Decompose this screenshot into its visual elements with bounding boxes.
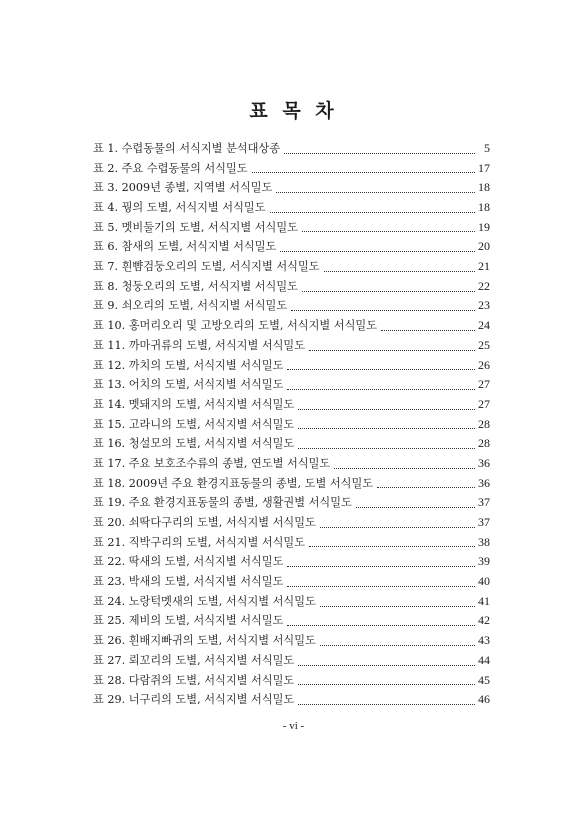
toc-dot-leader (324, 271, 475, 272)
toc-entry-label: 표 17. (93, 456, 126, 470)
toc-entry-page: 19 (478, 219, 490, 234)
table-of-contents (93, 139, 490, 710)
toc-entry-page: 36 (478, 455, 490, 470)
toc-entry[interactable] (93, 139, 490, 159)
toc-entry-title: 홍머리오리 및 고방오리의 도별, 서식지별 서식밀도 (128, 319, 378, 333)
toc-entry-title: 쇠딱다구리의 도별, 서식지별 서식밀도 (128, 516, 316, 530)
toc-entry[interactable] (93, 690, 490, 710)
toc-entry-title: 뢰꼬리의 도별, 서식지별 서식밀도 (128, 653, 295, 667)
toc-entry[interactable] (93, 592, 490, 612)
toc-entry-label: 표 7. (93, 260, 119, 274)
toc-entry-label: 표 24. (93, 594, 126, 608)
toc-entry-title: 고라니의 도별, 서식지별 서식밀도 (128, 417, 295, 431)
toc-dot-leader (298, 665, 475, 666)
toc-entry-label: 표 9. (93, 299, 119, 313)
toc-entry[interactable] (93, 277, 490, 297)
toc-entry-page: 18 (478, 200, 490, 215)
toc-entry-label: 표 10. (93, 319, 126, 333)
toc-dot-leader (270, 212, 475, 213)
toc-entry[interactable] (93, 316, 490, 336)
toc-entry-page: 22 (478, 278, 490, 293)
toc-entry-page: 17 (478, 160, 490, 175)
toc-entry-label: 표 13. (93, 378, 126, 392)
page-number: - vi - (282, 720, 305, 732)
toc-entry-page: 36 (478, 475, 490, 490)
toc-entry-title: 2009년 주요 환경지표동물의 종별, 도별 서식밀도 (128, 476, 374, 490)
toc-entry[interactable] (93, 671, 490, 691)
toc-entry-label: 표 25. (93, 614, 126, 628)
toc-dot-leader (287, 566, 475, 567)
page-title: 표 목 차 (249, 100, 338, 122)
toc-entry-title: 다람쥐의 도별, 서식지별 서식밀도 (128, 673, 295, 687)
toc-entry-label: 표 23. (93, 575, 126, 589)
toc-entry[interactable] (93, 651, 490, 671)
toc-entry-label: 표 27. (93, 653, 126, 667)
toc-dot-leader (302, 231, 475, 232)
toc-entry-page: 37 (478, 495, 490, 510)
toc-entry-label: 표 4. (93, 201, 119, 215)
toc-entry-page: 28 (478, 436, 490, 451)
toc-entry[interactable] (93, 474, 490, 494)
toc-entry-page: 38 (478, 534, 490, 549)
toc-entry[interactable] (93, 533, 490, 553)
toc-dot-leader (320, 527, 475, 528)
toc-entry-title: 2009년 종별, 지역별 서식밀도 (121, 181, 273, 195)
toc-entry[interactable] (93, 434, 490, 454)
toc-entry-page: 18 (478, 180, 490, 195)
toc-entry-title: 박새의 도별, 서식지별 서식밀도 (128, 575, 284, 589)
toc-entry-page: 41 (478, 593, 490, 608)
toc-dot-leader (298, 409, 475, 410)
toc-entry-title: 흰배지빠귀의 도별, 서식지별 서식밀도 (128, 634, 316, 648)
toc-entry-label: 표 11. (93, 338, 126, 352)
toc-entry-label: 표 21. (93, 535, 126, 549)
toc-dot-leader (298, 428, 475, 429)
toc-dot-leader (320, 645, 475, 646)
toc-entry[interactable] (93, 356, 490, 376)
toc-dot-leader (298, 448, 475, 449)
toc-entry-title: 청설모의 도별, 서식지별 서식밀도 (128, 437, 295, 451)
toc-entry-title: 까치의 도별, 서식지별 서식밀도 (128, 358, 284, 372)
toc-entry-title: 꿩의 도별, 서식지별 서식밀도 (121, 201, 266, 215)
toc-entry-page: 27 (478, 377, 490, 392)
toc-entry[interactable] (93, 336, 490, 356)
toc-dot-leader (320, 606, 475, 607)
toc-dot-leader (377, 487, 475, 488)
toc-entry-page: 21 (478, 259, 490, 274)
toc-entry-label: 표 29. (93, 693, 126, 707)
toc-dot-leader (287, 625, 475, 626)
toc-dot-leader (252, 172, 475, 173)
toc-entry-label: 표 18. (93, 476, 126, 490)
toc-entry-page: 23 (478, 298, 490, 313)
toc-entry-title: 노랑턱멧새의 도별, 서식지별 서식밀도 (128, 594, 316, 608)
toc-entry-label: 표 20. (93, 516, 126, 530)
toc-entry-page: 42 (478, 613, 490, 628)
toc-dot-leader (356, 507, 475, 508)
toc-entry-title: 직박구리의 도별, 서식지별 서식밀도 (128, 535, 306, 549)
toc-entry-page: 43 (478, 633, 490, 648)
toc-entry-label: 표 15. (93, 417, 126, 431)
toc-dot-leader (298, 684, 475, 685)
toc-entry-page: 46 (478, 692, 490, 707)
toc-dot-leader (309, 350, 475, 351)
toc-entry-label: 표 19. (93, 496, 126, 510)
toc-entry[interactable] (93, 513, 490, 533)
toc-entry[interactable] (93, 237, 490, 257)
toc-entry-label: 표 2. (93, 161, 119, 175)
toc-entry-title: 제비의 도별, 서식지별 서식밀도 (128, 614, 284, 628)
toc-dot-leader (309, 546, 475, 547)
toc-dot-leader (287, 369, 475, 370)
toc-entry-label: 표 16. (93, 437, 126, 451)
toc-entry[interactable] (93, 572, 490, 592)
toc-entry-page: 26 (478, 357, 490, 372)
toc-entry[interactable] (93, 493, 490, 513)
toc-entry-label: 표 8. (93, 279, 119, 293)
toc-dot-leader (287, 586, 475, 587)
toc-entry-title: 딱새의 도별, 서식지별 서식밀도 (128, 555, 284, 569)
toc-entry[interactable] (93, 297, 490, 317)
toc-dot-leader (334, 468, 475, 469)
toc-entry-page: 40 (478, 574, 490, 589)
toc-entry-title: 주요 환경지표동물의 종별, 생활권별 서식밀도 (128, 496, 352, 510)
toc-entry-page: 5 (484, 140, 490, 155)
toc-entry-label: 표 28. (93, 673, 126, 687)
toc-entry-title: 주요 보호조수류의 종별, 연도별 서식밀도 (128, 456, 331, 470)
toc-entry[interactable] (93, 198, 490, 218)
toc-entry-label: 표 3. (93, 181, 119, 195)
toc-entry-title: 까마귀류의 도별, 서식지별 서식밀도 (128, 338, 306, 352)
toc-entry-page: 20 (478, 239, 490, 254)
toc-entry-label: 표 5. (93, 220, 119, 234)
toc-entry-title: 멧돼지의 도별, 서식지별 서식밀도 (128, 397, 295, 411)
toc-dot-leader (284, 153, 475, 154)
toc-entry[interactable] (93, 257, 490, 277)
toc-entry-label: 표 22. (93, 555, 126, 569)
toc-entry-title: 주요 수렵동물의 서식밀도 (121, 161, 248, 175)
toc-entry[interactable] (93, 395, 490, 415)
toc-entry-page: 44 (478, 652, 490, 667)
toc-entry-title: 멧비둘기의 도별, 서식지별 서식밀도 (121, 220, 298, 234)
toc-entry-page: 37 (478, 515, 490, 530)
toc-entry-title: 수렵동물의 서식지별 분석대상종 (121, 141, 281, 155)
toc-entry[interactable] (93, 218, 490, 238)
toc-entry-title: 참새의 도별, 서식지별 서식밀도 (121, 240, 277, 254)
toc-entry-label: 표 26. (93, 634, 126, 648)
toc-entry[interactable] (93, 415, 490, 435)
toc-entry-title: 너구리의 도별, 서식지별 서식밀도 (128, 693, 295, 707)
toc-entry-title: 어치의 도별, 서식지별 서식밀도 (128, 378, 284, 392)
toc-entry-page: 25 (478, 337, 490, 352)
toc-entry-label: 표 12. (93, 358, 126, 372)
toc-entry-title: 쇠오리의 도별, 서식지별 서식밀도 (121, 299, 288, 313)
toc-entry[interactable] (93, 159, 490, 179)
toc-entry[interactable] (93, 178, 490, 198)
toc-entry[interactable] (93, 631, 490, 651)
toc-entry[interactable] (93, 612, 490, 632)
toc-dot-leader (381, 330, 475, 331)
toc-entry-page: 27 (478, 396, 490, 411)
toc-entry[interactable] (93, 454, 490, 474)
toc-entry-label: 표 6. (93, 240, 119, 254)
toc-dot-leader (291, 310, 475, 311)
toc-entry-page: 24 (478, 318, 490, 333)
toc-entry-title: 흰뺨검둥오리의 도별, 서식지별 서식밀도 (121, 260, 320, 274)
toc-entry-label: 표 1. (93, 141, 119, 155)
toc-entry-label: 표 14. (93, 397, 126, 411)
toc-entry-page: 45 (478, 672, 490, 687)
toc-dot-leader (287, 389, 475, 390)
toc-entry-page: 39 (478, 554, 490, 569)
toc-entry[interactable] (93, 552, 490, 572)
toc-entry[interactable] (93, 375, 490, 395)
toc-entry-page: 28 (478, 416, 490, 431)
toc-dot-leader (302, 291, 475, 292)
toc-dot-leader (280, 251, 475, 252)
toc-dot-leader (298, 704, 475, 705)
toc-dot-leader (276, 192, 475, 193)
toc-entry-title: 청둥오리의 도별, 서식지별 서식밀도 (121, 279, 298, 293)
